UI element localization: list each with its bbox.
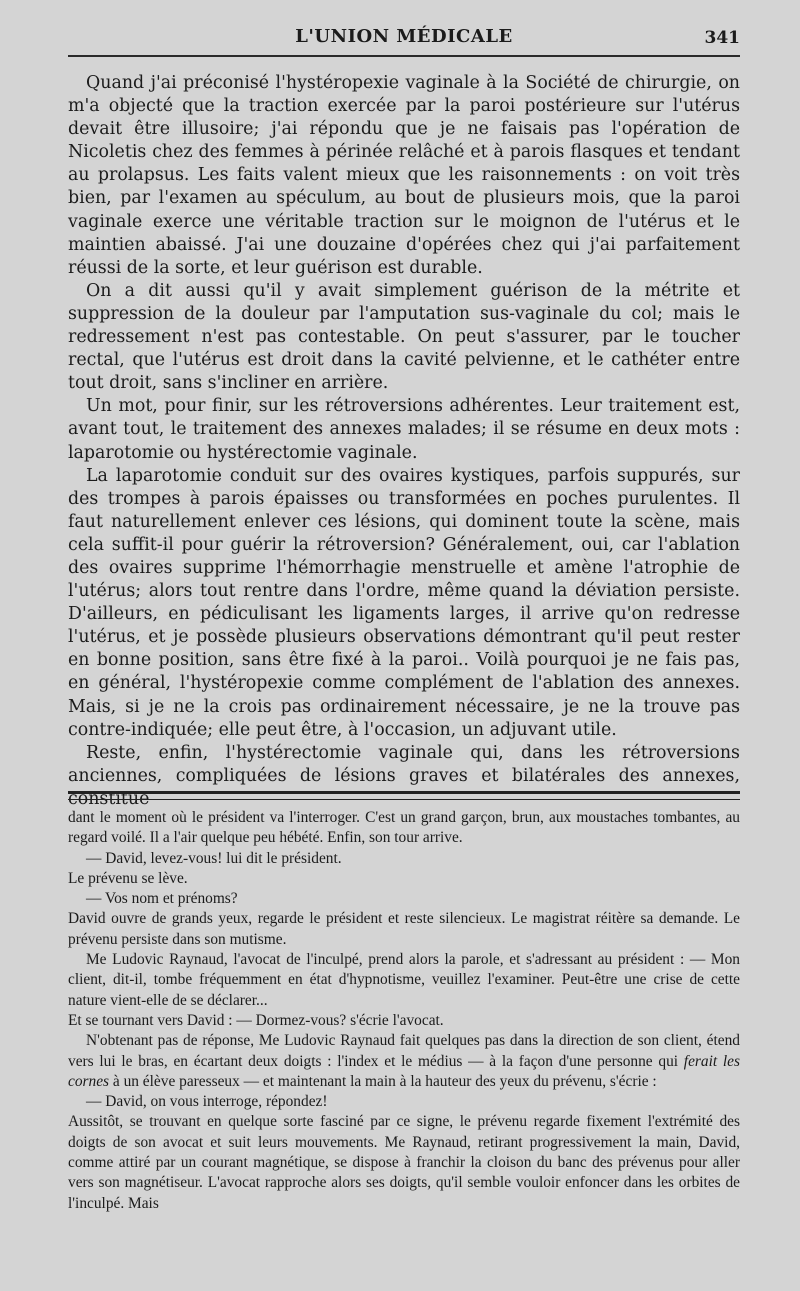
running-header: [68, 24, 740, 54]
feuilleton-paragraph: Aussitôt, se trouvant en quelque sorte fasciné par ce signe, le prévenu regarde fixement l'extrémité des doigts de son avocat et suit leurs mouvements. Me Raynaud, retirant progressivement la main, David, comme attiré par un courant magnétique, se dispose à franchir la cloison du banc des prévenus pour aller vers son magnétiseur. L'avocat rapproche alors ses doigts, qu'il semble vouloir enfoncer dans les orbites de l'inculpé. Mais: [68, 1113, 740, 1212]
header-rule: [68, 55, 740, 57]
feuilleton-text: N'obtenant pas de réponse, Me Ludovic Raynaud fait quelques pas dans la direction de son client, étend vers lui le bras, en écartant deux doigts : l'index et le médius — à la façon d'une personne qui: [68, 1032, 740, 1070]
feuilleton-paragraph: Et se tournant vers David : — Dormez-vous? s'écrie l'avocat.: [68, 1011, 444, 1029]
article-paragraph: La laparotomie conduit sur des ovaires kystiques, parfois suppurés, sur des trompes à parois épaisses ou transformées en poches purulentes. Il faut naturellement enlever ces lésions, qui dominent toute la scène, mais cela suffit-il pour guérir la rétroversion? Généralement, oui, car l'ablation des ovaires supprime l'hémorrhagie menstruelle et amène l'atrophie de l'utérus; alors tout rentre dans l'ordre, même quand la déviation persiste. D'ailleurs, en pédiculisant les ligaments larges, il arrive qu'on redresse l'utérus, et je possède plusieurs observations démontrant qu'il peut rester en bonne position, sans être fixé à la paroi.. Voilà pourquoi je ne fais pas, en général, l'hystéropexie comme complément de l'ablation des annexes. Mais, si je ne la crois pas ordinairement nécessaire, je ne la trouve pas contre-indiquée; elle peut être, à l'occasion, un adjuvant utile.: [68, 465, 740, 740]
feuilleton-paragraph: [68, 1031, 740, 1092]
page-number: 341: [704, 28, 740, 48]
article-paragraph: Reste, enfin, l'hystérectomie vaginale qui, dans les rétroversions anciennes, compliquées de lésions graves et bilatérales des annexes, constitue: [68, 742, 740, 809]
feuilleton-paragraph: — David, levez-vous! lui dit le président.: [86, 849, 342, 867]
article-paragraph: Quand j'ai préconisé l'hystéropexie vaginale à la Société de chirurgie, on m'a objecté que la traction exercée par la paroi postérieure sur l'utérus devait être illusoire; j'ai répondu que je ne faisais pas l'opération de Nicoletis chez des femmes à périnée relâché et à parois flasques et tendant au prolapsus. Les faits valent mieux que les raisonnements : on voit très bien, par l'examen au spéculum, au bout de plusieurs mois, que la paroi vaginale exerce une véritable traction sur le moignon de l'utérus et le maintien abaissé. J'ai une douzaine d'opérées chez qui j'ai parfaitement réussi de la sorte, et leur guérison est durable.: [68, 73, 740, 278]
journal-title: L'UNION MÉDICALE: [295, 26, 513, 47]
feuilleton-paragraph: David ouvre de grands yeux, regarde le président et reste silencieux. Le magistrat réitère sa demande. Le prévenu persiste dans son mutisme.: [68, 910, 740, 948]
feuilleton-italic-text: ferait les cornes: [68, 1052, 740, 1090]
article-paragraph: Un mot, pour finir, sur les rétroversions adhérentes. Leur traitement est, avant tout, le traitement des annexes malades; il se résume en deux mots : laparotomie ou hystérectomie vaginale.: [68, 396, 740, 463]
feuilleton-paragraph: Me Ludovic Raynaud, l'avocat de l'inculpé, prend alors la parole, et s'adressant au président : — Mon client, dit-il, tombe fréquemment en état d'hypnotisme, veuillez l'examiner. Peut-être une crise de cette nature vient-elle de se déclarer...: [68, 951, 740, 1009]
article-paragraph: On a dit aussi qu'il y avait simplement guérison de la métrite et suppression de la douleur par l'amputation sus-vaginale du col; mais le redressement n'est pas contestable. On peut s'assurer, par le toucher rectal, que l'utérus est droit dans la cavité pelvienne, et le cathéter entre tout droit, sans s'incliner en arrière.: [68, 280, 740, 394]
feuilleton-separator-rule: [68, 791, 740, 800]
feuilleton-text: à un élève paresseux — et maintenant la main à la hauteur des yeux du prévenu, s'écrie :: [109, 1072, 657, 1090]
feuilleton-paragraph: Le prévenu se lève.: [68, 869, 188, 887]
feuilleton-paragraph: — David, on vous interroge, répondez!: [86, 1093, 328, 1111]
feuilleton-paragraph: — Vos nom et prénoms?: [86, 890, 238, 908]
article-body: [68, 72, 740, 811]
feuilleton-paragraph: dant le moment où le président va l'interroger. C'est un grand garçon, brun, aux moustaches tombantes, au regard voilé. Il a l'air quelque peu hébété. Enfin, son tour arrive.: [68, 809, 740, 847]
feuilleton-section: [68, 808, 740, 1214]
